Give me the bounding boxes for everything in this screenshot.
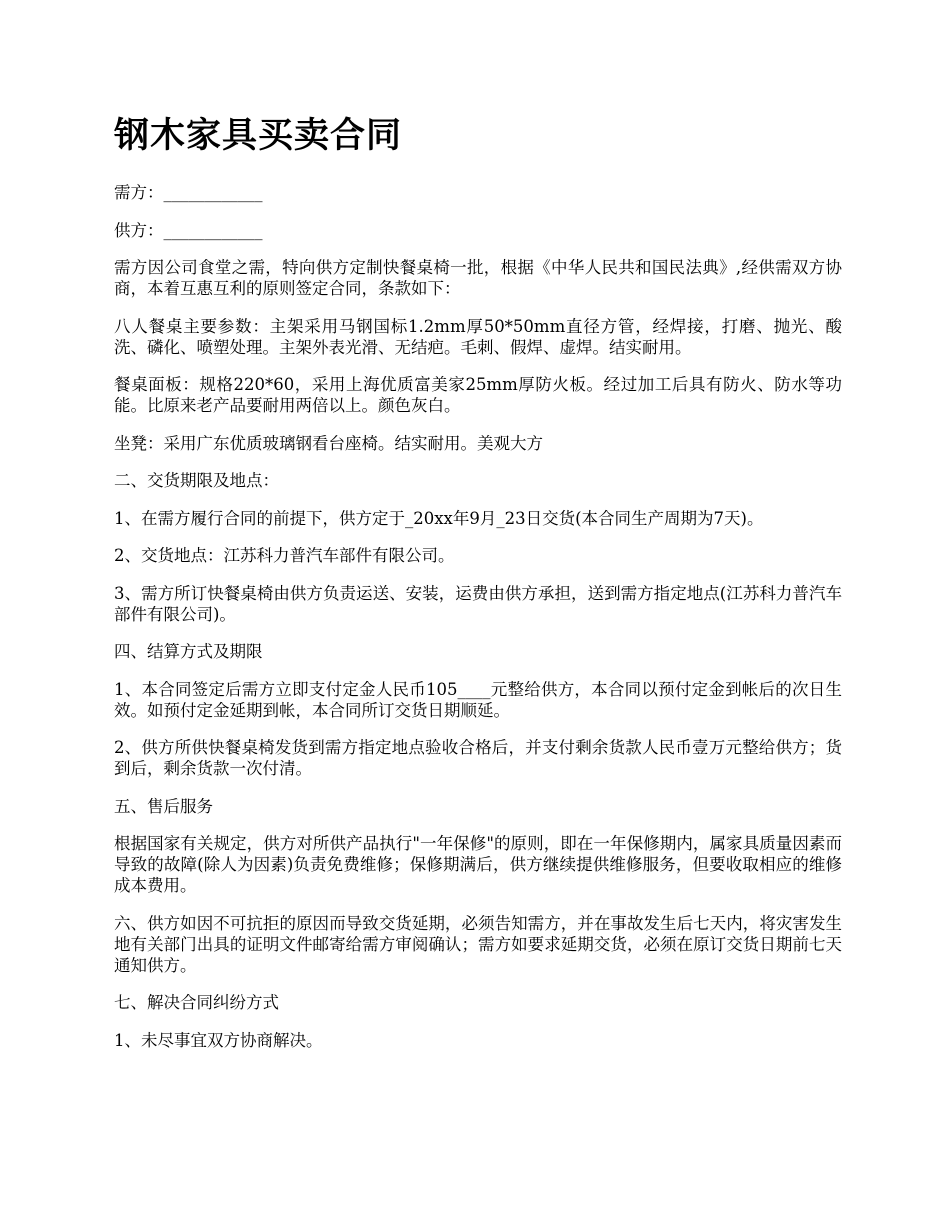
document-title: 钢木家具买卖合同 bbox=[114, 116, 403, 156]
delivery-clause-1: 1、在需方履行合同的前提下，供方定于_20xx年9月_23日交货(本合同生产周期为7天)。 bbox=[114, 508, 764, 528]
force-majeure-paragraph: 六、供方如因不可抗拒的原因而导致交货延期，必须告知需方，并在事故发生后七天内，将灾害发生地有关部门出具的证明文件邮寄给需方审阅确认；需方如要求延期交货，必须在原订交货日期前七天通知供方。 bbox=[114, 913, 842, 975]
preamble-paragraph: 需方因公司食堂之需，特向供方定制快餐桌椅一批，根据《中华人民共和国民法典》,经供需双方协商，本着互惠互利的原则签定合同，条款如下： bbox=[114, 258, 842, 298]
tabletop-spec-paragraph: 餐桌面板：规格220*60，采用上海优质富美家25mm厚防火板。经过加工后具有防火、防水等功能。比原来老产品要耐用两倍以上。颜色灰白。 bbox=[114, 375, 842, 415]
section-heading-settlement: 四、结算方式及期限 bbox=[114, 642, 263, 661]
stool-spec-paragraph: 坐凳：采用广东优质玻璃钢看台座椅。结实耐用。美观大方 bbox=[114, 433, 543, 453]
section-heading-disputes: 七、解决合同纠纷方式 bbox=[114, 993, 279, 1012]
delivery-clause-3: 3、需方所订快餐桌椅由供方负责运送、安装，运费由供方承担，送到需方指定地点(江苏科力普汽车部件有限公司)。 bbox=[114, 583, 842, 624]
section-heading-after-sales: 五、售后服务 bbox=[114, 796, 213, 816]
delivery-clause-2: 2、交货地点：江苏科力普汽车部件有限公司。 bbox=[114, 546, 455, 565]
buyer-line: 需方：____________ bbox=[114, 183, 263, 202]
table-spec-paragraph: 八人餐桌主要参数：主架采用马钢国标1.2mm厚50*50mm直径方管，经焊接，打磨、抛光、酸洗、磷化、喷塑处理。主架外表光滑、无结疤。毛刺、假焊、虚焊。结实耐用。 bbox=[114, 316, 842, 357]
document-page bbox=[114, 112, 842, 1067]
settlement-clause-2: 2、供方所供快餐桌椅发货到需方指定地点验收合格后，并支付剩余货款人民币壹万元整给供方；货到后，剩余货款一次付清。 bbox=[114, 738, 842, 778]
settlement-clause-1: 1、本合同签定后需方立即支付定金人民币105____元整给供方，本合同以预付定金到帐后的次日生效。如预付定金延期到帐，本合同所订交货日期顺延。 bbox=[114, 679, 842, 720]
after-sales-paragraph: 根据国家有关规定，供方对所供产品执行"一年保修"的原则，即在一年保修期内，属家具质量因素而导致的故障(除人为因素)负责免费维修；保修期满后，供方继续提供维修服务，但要收取相应的维修成本费用。 bbox=[114, 834, 842, 895]
supplier-line: 供方：____________ bbox=[114, 220, 263, 240]
section-heading-delivery: 二、交货期限及地点： bbox=[114, 471, 279, 490]
dispute-clause-1: 1、未尽事宜双方协商解决。 bbox=[114, 1030, 323, 1050]
